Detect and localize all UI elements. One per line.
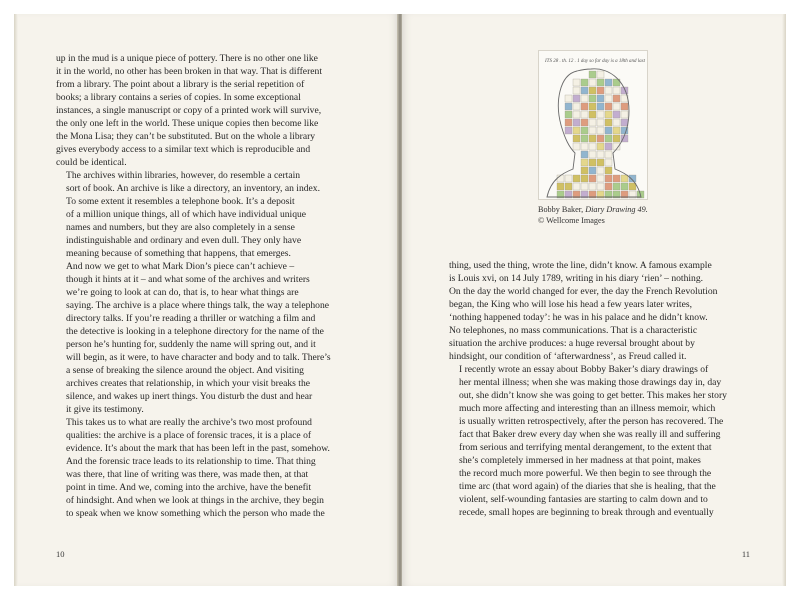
mosaic-tile [581, 127, 588, 134]
mosaic-tile [613, 103, 620, 110]
mosaic-tile [605, 103, 612, 110]
text-line: ‘nothing happened today’: he was in his palace and he didn’t know. [449, 312, 708, 323]
text-line: the record much more powerful. We then begin to see through the [459, 468, 712, 479]
mosaic-tile [621, 183, 628, 190]
text-line: to speak when we know something which the person who made the [66, 508, 325, 519]
mosaic-tile [605, 175, 612, 182]
mosaic-tile [589, 71, 596, 78]
text-line: the Mona Lisa; they can’t be substituted. But on the whole a library [56, 131, 316, 142]
text-line: books; a library contains a series of copies. In some exceptional [56, 92, 301, 103]
mosaic-tile [613, 87, 620, 94]
mosaic-tile [589, 167, 596, 174]
mosaic-tile [565, 175, 572, 182]
mosaic-tile [573, 103, 580, 110]
mosaic-tile [597, 143, 604, 150]
mosaic-tile [613, 111, 620, 118]
mosaic-tile [589, 119, 596, 126]
text-line: evidence. It’s about the mark that has been left in the past, somehow. [66, 443, 330, 454]
mosaic-tile [605, 79, 612, 86]
mosaic-tile [581, 111, 588, 118]
mosaic-tile [597, 95, 604, 102]
paragraph [56, 52, 366, 169]
mosaic-tile [573, 183, 580, 190]
mosaic-tile [581, 79, 588, 86]
mosaic-tile [589, 183, 596, 190]
diary-drawing-figure [538, 50, 648, 200]
text-line: gives everybody access to a similar text which is reproducible and [56, 144, 311, 155]
mosaic-tile [581, 159, 588, 166]
text-line: To some extent it resembles a telephone book. It’s a deposit [66, 196, 295, 207]
mosaic-tile [581, 151, 588, 158]
text-line: directory talks. If you’re reading a thriller or watching a film and [66, 313, 316, 324]
text-line: This takes us to what are really the archive’s two most profound [66, 417, 312, 428]
text-line: archives creates that relationship, in which your visit breaks the [66, 378, 311, 389]
mosaic-tile [605, 119, 612, 126]
mosaic-tile [589, 79, 596, 86]
text-line: much more affecting and interesting than an illness memoir, which [459, 403, 716, 414]
text-line: And the forensic trace leads to its relationship to time. That thing [66, 456, 316, 467]
mosaic-tile [581, 175, 588, 182]
mosaic-tile [573, 127, 580, 134]
text-line: violent, self-wounding fantasies are starting to calm down and to [459, 494, 708, 505]
mosaic-tile [565, 183, 572, 190]
mosaic-tile [581, 135, 588, 142]
mosaic-tile [589, 103, 596, 110]
mosaic-tile [613, 127, 620, 134]
mosaic-tile [573, 175, 580, 182]
mosaic-tile [621, 111, 628, 118]
mosaic-tile [613, 95, 620, 102]
text-line: we’re going to look at can do, that is, to hear what things are [66, 287, 299, 298]
mosaic-tile [565, 103, 572, 110]
mosaic-tile [589, 95, 596, 102]
mosaic-tile [597, 79, 604, 86]
text-line: indistinguishable and ordinary and even dull. They only have [66, 235, 302, 246]
text-line: a sense of breaking the silence around the object. And visiting [66, 365, 304, 376]
text-line: situation the archive produces: a huge reversal brought about by [449, 338, 695, 349]
mosaic-tile [605, 135, 612, 142]
mosaic-tile [597, 127, 604, 134]
mosaic-tile [589, 127, 596, 134]
mosaic-tile [621, 103, 628, 110]
mosaic-tile [613, 119, 620, 126]
text-line: saying. The archive is a place where things talk, the way a telephone [66, 300, 330, 311]
text-line: instances, a single manuscript or copy of a printed work will survive, [56, 105, 322, 116]
mosaic-tile [565, 119, 572, 126]
mosaic-tile [597, 183, 604, 190]
mosaic-tile [589, 143, 596, 150]
figure-caption [538, 204, 688, 226]
text-line: up in the mud is a unique piece of pottery. There is no other one like [56, 53, 318, 64]
text-line: is Louis xvi, on 14 July 1789, writing in his diary ‘rien’ – nothing. [449, 273, 704, 284]
text-line: qualities: the archive is a place of forensic traces, it is a place of [66, 430, 312, 441]
mosaic-tile [597, 71, 604, 78]
text-line: began, the King who will lose his head a few years later writes, [449, 299, 692, 310]
text-line: out, she didn’t know she was going to get better. This makes her story [459, 390, 727, 401]
text-line: could be identical. [56, 157, 127, 168]
text-line: meaning because of something that happens, that emerges. [66, 248, 291, 259]
mosaic-tile [589, 135, 596, 142]
text-line: hindsight, our condition of ‘afterwardness’, as Freud called it. [449, 351, 687, 362]
text-line: I recently wrote an essay about Bobby Baker’s diary drawings of [459, 364, 709, 375]
mosaic-tile [597, 135, 604, 142]
mosaic-tile [573, 143, 580, 150]
mosaic-tile [613, 183, 620, 190]
mosaic-tile [573, 87, 580, 94]
mosaic-tile [605, 111, 612, 118]
text-line: And now we get to what Mark Dion’s piece can’t achieve – [66, 261, 295, 272]
mosaic-tile [597, 159, 604, 166]
mosaic-tile [581, 103, 588, 110]
mosaic-tile [605, 127, 612, 134]
mosaic-tile [573, 119, 580, 126]
text-line: the detective is looking in a telephone directory for the name of the [66, 326, 324, 337]
text-line: On the day the world changed for ever, the day the French Revolution [449, 286, 718, 297]
text-line: it give its testimony. [66, 404, 144, 415]
text-line: from a library. The point about a library is the serial repetition of [56, 79, 305, 90]
mosaic-tile [573, 111, 580, 118]
text-line: of hindsight. And when we look at things in the archive, they begin [66, 495, 324, 506]
mosaic-tile [629, 183, 636, 190]
text-line: fact that Baker drew every day when she was really ill and suffering [459, 429, 721, 440]
text-line: her mental illness; when she was making those drawings day in, day [459, 377, 722, 388]
mosaic-tile [597, 167, 604, 174]
text-line: sort of book. An archive is like a directory, an inventory, an index. [66, 183, 320, 194]
paragraph [56, 169, 366, 260]
text-line: thing, used the thing, wrote the line, didn’t know. A famous example [449, 260, 712, 271]
text-line: No telephones, no mass communications. That is a characteristic [449, 325, 698, 336]
text-line: will begin, as it were, to have character and body and to talk. There’s [66, 352, 331, 363]
caption-artist: Bobby Baker, [538, 205, 584, 214]
mosaic-tile [597, 111, 604, 118]
text-line: of a million unique things, all of which have individual unique [66, 209, 307, 220]
mosaic-tile [581, 87, 588, 94]
mosaic-tile [573, 79, 580, 86]
handwritten-note: ITS 28 . th. 12 . 1 day so far day is a 18th and last [545, 59, 646, 64]
mosaic-tile [605, 167, 612, 174]
left-page-body [56, 52, 366, 520]
paragraph [56, 416, 366, 520]
text-line: though it hints at it – and what some of the archives and writers [66, 274, 310, 285]
text-line: person he’s hunting for, suddenly the name will spring out, and it [66, 339, 316, 350]
mosaic-tile [597, 87, 604, 94]
text-line: names and numbers, but they are also completely in a sense [66, 222, 295, 233]
paragraph [449, 259, 761, 363]
mosaic-tile [597, 151, 604, 158]
mosaic-tile [605, 151, 612, 158]
mosaic-tile [605, 159, 612, 166]
paragraph [56, 260, 366, 416]
text-line: the only one left in the world. These unique copies then become like [56, 118, 319, 129]
left-page [14, 14, 398, 586]
right-page-body [449, 259, 761, 519]
text-line: recede, small hopes are beginning to break through and eventually [459, 507, 714, 518]
mosaic-tile [613, 135, 620, 142]
text-line: from serious and terrifying mental derangement, to the extent that [459, 442, 712, 453]
right-page [402, 14, 786, 586]
mosaic-tile [581, 95, 588, 102]
mosaic-tile [557, 183, 564, 190]
text-line: The archives within libraries, however, do resemble a certain [66, 170, 301, 181]
mosaic-tile [573, 95, 580, 102]
mosaic-tile [581, 183, 588, 190]
mosaic-tile [605, 87, 612, 94]
mosaic-tile [605, 143, 612, 150]
mosaic-tile [565, 111, 572, 118]
mosaic-tile [621, 175, 628, 182]
mosaic-tile [565, 95, 572, 102]
text-line: she’s completely immersed in her madness at that point, makes [459, 455, 701, 466]
page-number-right: 11 [741, 549, 750, 559]
mosaic-tile [597, 119, 604, 126]
text-line: point in time. And we, coming into the archive, have the benefit [66, 482, 312, 493]
text-line: time arc (that word again) of the diaries that she is healing, that the [459, 481, 716, 492]
mosaic-tile [597, 175, 604, 182]
mosaic-tile [605, 95, 612, 102]
page-number-left: 10 [56, 549, 65, 559]
mosaic-tile [581, 167, 588, 174]
caption-line-1 [538, 204, 688, 215]
mosaic-tile [581, 143, 588, 150]
mosaic-tile [589, 87, 596, 94]
head-drawing-illustration [539, 51, 649, 201]
mosaic-tile [589, 159, 596, 166]
mosaic-tile [573, 135, 580, 142]
mosaic-tile [565, 127, 572, 134]
mosaic-tile [629, 175, 636, 182]
text-line: is usually written retrospectively, after the person has recovered. The [459, 416, 724, 427]
caption-credit: © Wellcome Images [538, 216, 605, 225]
text-line: was there, that line of writing was there, was made then, at that [66, 469, 309, 480]
text-line: it in the world, no other has been broken in that way. That is different [56, 66, 322, 77]
mosaic-tile [589, 111, 596, 118]
mosaic-tile [613, 175, 620, 182]
mosaic-tile [597, 103, 604, 110]
mosaic-tile [581, 119, 588, 126]
mosaic-tile [605, 183, 612, 190]
mosaic-tile [589, 151, 596, 158]
paragraph [449, 363, 761, 519]
mosaic-tile [589, 175, 596, 182]
caption-title: Diary Drawing 49. [585, 205, 648, 214]
text-line: silence, and wakes up inert things. You disturb the dust and hear [66, 391, 313, 402]
mosaic-tile [621, 119, 628, 126]
